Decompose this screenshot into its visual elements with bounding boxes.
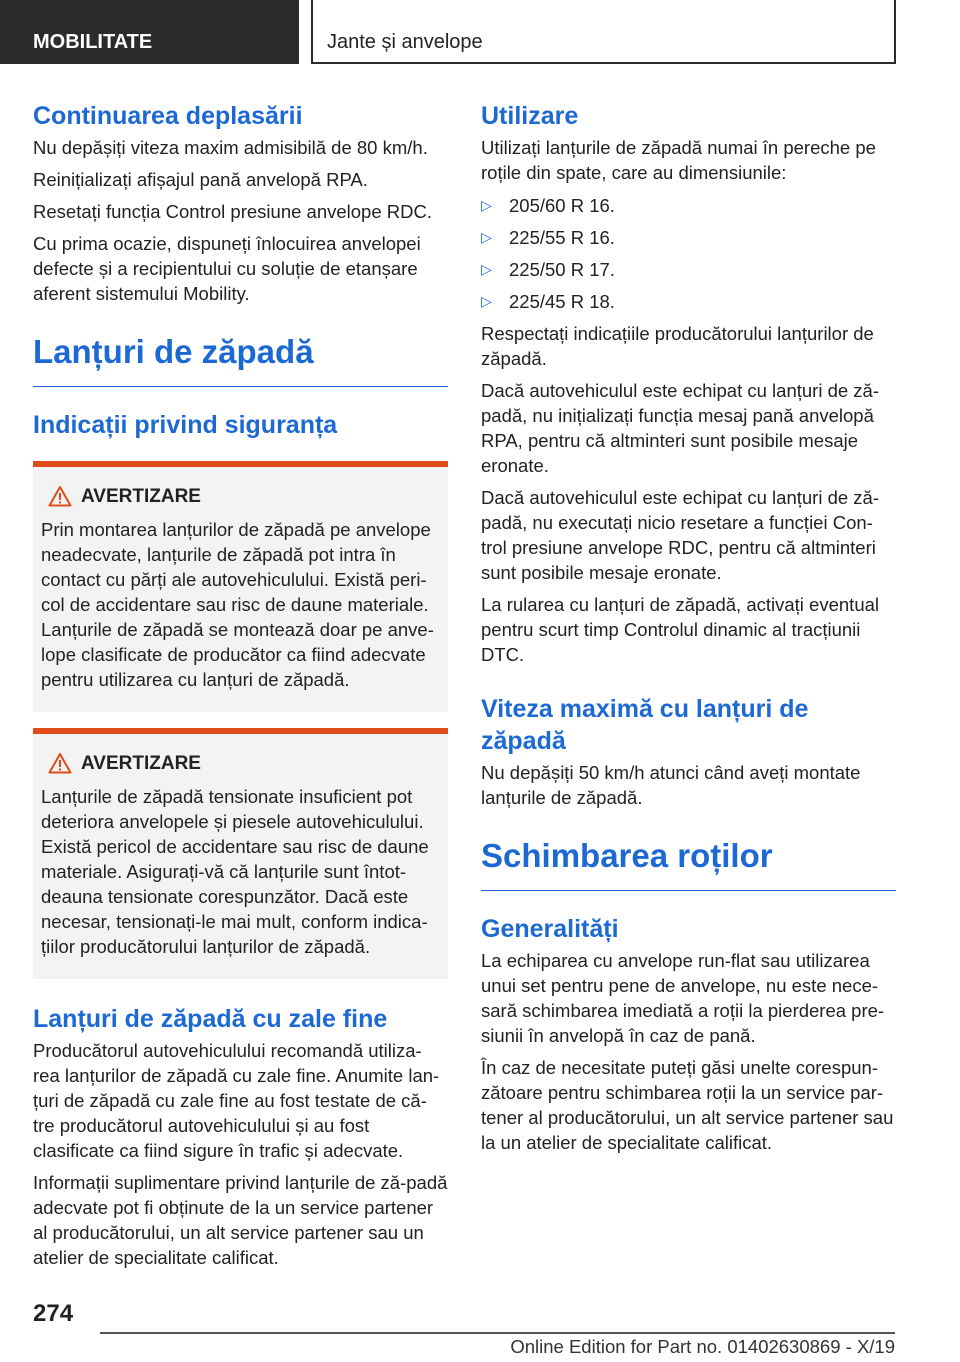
warning-title <box>41 485 440 509</box>
paragraph: Utilizați lanțurile de zăpadă numai în pereche pe roțile din spate, care au dimensiunile: <box>481 137 876 183</box>
paragraph: Dacă autovehiculul este echipat cu lanțuri de ză-padă, nu inițializați funcția mesaj pană anvelopă RPA, pentru că altminteri sunt posibile mesaje eronate. <box>481 380 879 476</box>
left-column <box>33 100 448 1270</box>
general-heading: Generalități <box>481 915 619 943</box>
list-item: ▷ 205/60 R 16. <box>481 195 615 216</box>
paragraph: La rularea cu lanțuri de zăpadă, activați eventual pentru scurt timp Controlul dinamic al tracțiunii DTC. <box>481 594 880 665</box>
usage-heading: Utilizare <box>481 102 579 130</box>
safety-heading: Indicații privind siguranța <box>33 411 338 439</box>
wheel-change-heading: Schimbarea roților <box>481 836 896 891</box>
warning-title <box>41 752 440 776</box>
max-speed-heading: Viteza maximă cu lanțuri de zăpadă <box>481 695 809 755</box>
bullet-triangle-icon: ▷ <box>481 197 492 213</box>
footer-divider <box>100 1332 895 1334</box>
section-tab: MOBILITATE <box>0 0 299 64</box>
right-column <box>481 100 896 1155</box>
warning-box <box>33 728 448 979</box>
list-item: ▷ 225/55 R 16. <box>481 227 615 248</box>
list-item: ▷ 225/50 R 17. <box>481 259 615 280</box>
page-number: 274 <box>33 1300 74 1327</box>
paragraph: Resetați funcția Control presiune anvelope RDC. <box>33 201 432 222</box>
paragraph: Informații suplimentare privind lanțurile de ză-padă adecvate pot fi obținute de la un service partener al producătorului, un alt service partener sau un atelier de specialitate calificat. <box>33 1172 448 1268</box>
paragraph: Producătorul autovehiculului recomandă utiliza-rea lanțurilor de zăpadă cu zale fine. Anumite lan-țuri de zăpadă cu zale fine au fost testate de că-tre producătorul autovehiculului și au fost clasificate ca fiind sigure în trafic și adecvate. <box>33 1040 440 1161</box>
list-item: ▷ 225/45 R 18. <box>481 291 615 312</box>
bullet-triangle-icon: ▷ <box>481 229 492 245</box>
warning-box <box>33 461 448 712</box>
paragraph: Cu prima ocazie, dispuneți înlocuirea anvelopei defecte și a recipientului cu soluție de etanșare aferent sistemului Mobility. <box>33 233 421 304</box>
warning-text: Lanțurile de zăpadă tensionate insuficient pot deteriora anvelopele și piesele autovehiculului. Există pericol de accidentare sau risc de daune materiale. Asigurați-vă că lanțurile sunt întot-deauna tensionate corespunzător. Dacă este necesar, tensionați-le mai mult, conform indica-țiilor producătorului lanțurilor de zăpadă. <box>41 786 429 957</box>
chapter-title: Jante și anvelope <box>311 0 896 64</box>
bullet-triangle-icon: ▷ <box>481 261 492 277</box>
warning-text: Prin montarea lanțurilor de zăpadă pe anvelope neadecvate, lanțurile de zăpadă pot intra în contact cu părți ale autovehiculului. Există peri-col de accidentare sau risc de daune materiale. Lanțurile de zăpadă se montează doar pe anve-lope clasificate de producător ca fiind adecvate pentru utilizarea cu lanțuri de zăpadă. <box>41 519 434 690</box>
warning-title-text: AVERTIZARE <box>81 753 201 774</box>
paragraph: Dacă autovehiculul este echipat cu lanțuri de ză-padă, nu executați nicio resetare a funcției Con-trol presiune anvelope RDC, pentru că altminteri sunt posibile mesaje eronate. <box>481 487 879 583</box>
paragraph: Nu depășiți viteza maxim admisibilă de 80 km/h. <box>33 137 428 158</box>
warning-triangle-icon <box>48 485 72 507</box>
paragraph: Nu depășiți 50 km/h atunci când aveți montate lanțurile de zăpadă. <box>481 762 861 808</box>
snow-chains-heading: Lanțuri de zăpadă <box>33 332 448 387</box>
paragraph: În caz de necesitate puteți găsi unelte corespun-zătoare pentru schimbarea roții la un service par-tener al producătorului, un alt service partener sau la un atelier de specialitate calificat. <box>481 1057 894 1153</box>
warning-title-text: AVERTIZARE <box>81 486 201 507</box>
fine-chains-heading: Lanțuri de zăpadă cu zale fine <box>33 1005 388 1033</box>
paragraph: Reinițializați afișajul pană anvelopă RPA. <box>33 169 368 190</box>
continuation-heading: Continuarea deplasării <box>33 102 303 130</box>
bullet-triangle-icon: ▷ <box>481 293 492 309</box>
paragraph: La echiparea cu anvelope run-flat sau utilizarea unui set pentru pene de anvelope, nu este nece-sară schimbarea imediată a roții la pierderea pre-siunii în anvelopă în caz de pană. <box>481 950 885 1046</box>
warning-triangle-icon <box>48 752 72 774</box>
paragraph: Respectați indicațiile producătorului lanțurilor de zăpadă. <box>481 323 874 369</box>
tire-size-list <box>481 193 896 314</box>
footer-edition: Online Edition for Part no. 01402630869 - X/19 <box>510 1336 895 1357</box>
